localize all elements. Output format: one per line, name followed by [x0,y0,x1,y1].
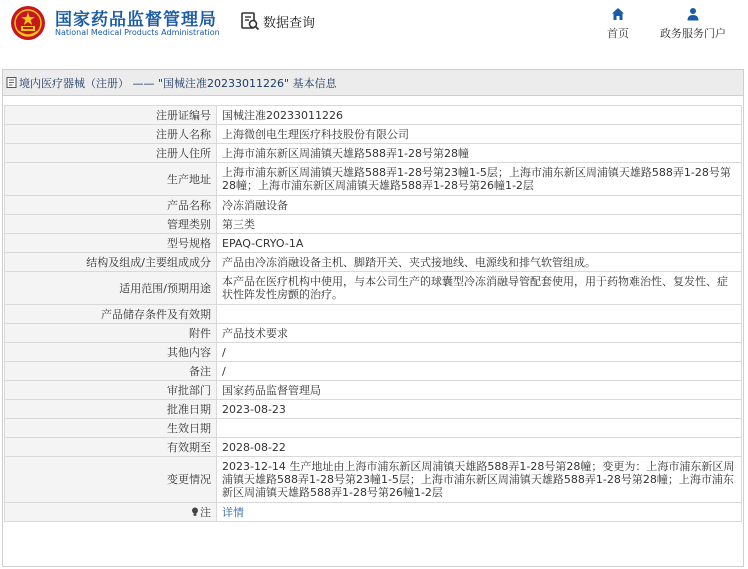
home-icon [611,7,625,21]
field-label: 批准日期 [5,400,217,419]
field-value: 产品由冷冻消融设备主机、脚踏开关、夹式接地线、电源线和排气软管组成。 [217,253,742,272]
field-value: 2028-08-22 [217,438,742,457]
table-row [5,196,742,215]
brand-name-cn[interactable]: 国家药品监督管理局 [55,10,217,30]
panel-title: 境内医疗器械（注册） —— "国械注准20233011226" 基本信息 [19,76,337,90]
field-label: 注册人名称 [5,125,217,144]
field-value: 2023-12-14 生产地址由上海市浦东新区周浦镇天雄路588弄1-28号第28幢；变更为：上海市浦东新区周浦镇天雄路588弄1-28号第23幢1-5层；上海市浦东新区周浦镇天雄路588弄1-28号第28幢；上海市浦东新区周浦镇天雄路588弄1-28号第26幢1-2层 [217,457,742,503]
field-value [217,419,742,438]
field-value: / [217,362,742,381]
field-value: 冷冻消融设备 [217,196,742,215]
detail-panel [2,69,744,567]
nav-gov-service[interactable] [655,7,731,41]
field-value [217,305,742,324]
note-label: 注 [200,505,211,519]
note-label-cell [5,503,217,522]
document-icon [6,77,17,88]
nav-gov-label: 政务服务门户 [660,27,726,40]
data-query-label: 数据查询 [263,15,316,31]
table-row [5,324,742,343]
site-header [0,0,748,52]
user-icon [686,7,700,21]
table-row [5,381,742,400]
nav-home[interactable] [603,7,633,41]
field-value: 2023-08-23 [217,400,742,419]
field-value: 上海微创电生理医疗科技股份有限公司 [217,125,742,144]
field-value: / [217,343,742,362]
table-row [5,438,742,457]
table-row [5,106,742,125]
field-value: EPAQ-CRYO-1A [217,234,742,253]
field-label: 备注 [5,362,217,381]
data-query-link[interactable] [240,10,315,32]
field-value: 国械注准20233011226 [217,106,742,125]
field-value: 本产品在医疗机构中使用，与本公司生产的球囊型冷冻消融导管配套使用，用于药物难治性、复发性、症状性阵发性房颤的治疗。 [217,272,742,305]
field-label: 结构及组成/主要组成成分 [5,253,217,272]
table-row [5,362,742,381]
field-value: 上海市浦东新区周浦镇天雄路588弄1-28号第28幢 [217,144,742,163]
field-value: 第三类 [217,215,742,234]
national-emblem-icon[interactable] [10,5,46,41]
field-label: 注册证编号 [5,106,217,125]
note-value-cell [217,503,742,522]
info-table [4,105,742,522]
field-value: 上海市浦东新区周浦镇天雄路588弄1-28号第23幢1-5层；上海市浦东新区周浦镇天雄路588弄1-28号第28幢；上海市浦东新区周浦镇天雄路588弄1-28号第26幢1-2层 [217,163,742,196]
field-label: 注册人住所 [5,144,217,163]
bulb-icon [191,507,199,517]
table-row [5,215,742,234]
field-label: 管理类别 [5,215,217,234]
field-label: 产品储存条件及有效期 [5,305,217,324]
field-value: 国家药品监督管理局 [217,381,742,400]
field-label: 有效期至 [5,438,217,457]
data-query-icon [240,11,260,31]
nav-home-label: 首页 [607,27,629,40]
table-row [5,272,742,305]
field-label: 附件 [5,324,217,343]
panel-title-bar [3,70,743,96]
table-row [5,144,742,163]
detail-link[interactable]: 详情 [222,505,244,519]
field-label: 产品名称 [5,196,217,215]
brand-name-en[interactable]: National Medical Products Administration [55,28,220,37]
field-value: 产品技术要求 [217,324,742,343]
table-row [5,163,742,196]
table-row [5,457,742,503]
table-row [5,343,742,362]
field-label: 审批部门 [5,381,217,400]
field-label: 变更情况 [5,457,217,503]
field-label: 适用范围/预期用途 [5,272,217,305]
table-row [5,419,742,438]
table-row [5,400,742,419]
table-row [5,125,742,144]
field-label: 型号规格 [5,234,217,253]
table-row [5,305,742,324]
note-row [5,503,742,522]
field-label: 其他内容 [5,343,217,362]
field-label: 生效日期 [5,419,217,438]
field-label: 生产地址 [5,163,217,196]
table-row [5,253,742,272]
table-row [5,234,742,253]
